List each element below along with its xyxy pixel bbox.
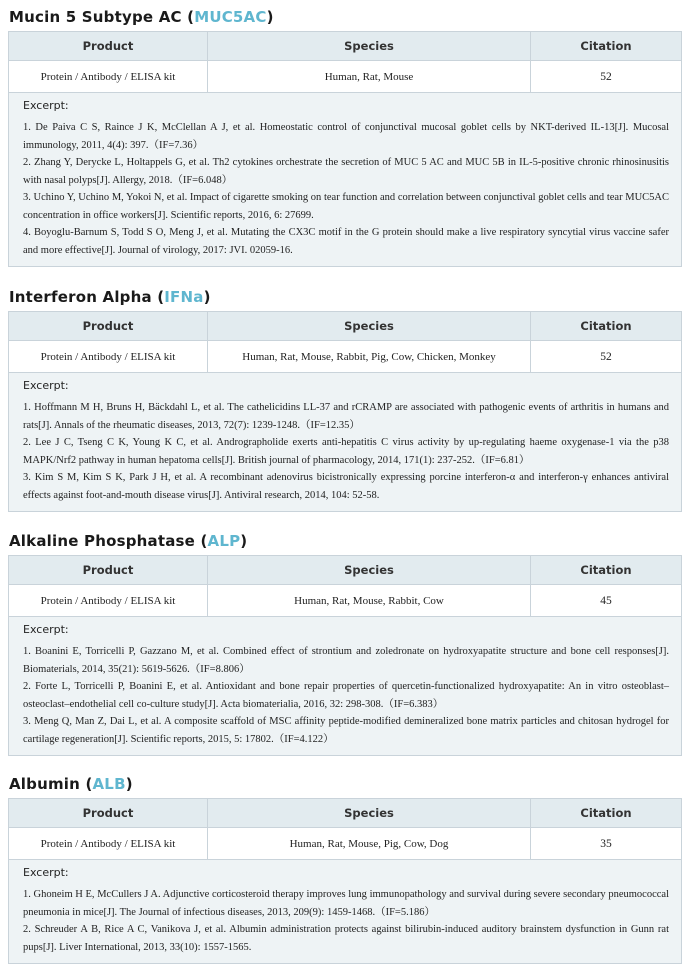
- table-header: [9, 32, 681, 61]
- section-abbreviation: MUC5AC: [194, 8, 267, 26]
- product-card: [8, 311, 682, 512]
- reference-item: 1. De Paiva C S, Raince J K, McClellan A J, et al. Homeostatic control of conjunctival mucosal goblet cells by NKT-derived IL-13[J]. Mucosal immunology, 2011, 4(4): 397.（IF=7.36）: [23, 122, 669, 151]
- excerpt-label: Excerpt:: [23, 99, 69, 112]
- header-citation: Citation: [580, 563, 632, 577]
- excerpt-label: Excerpt:: [23, 379, 69, 392]
- reference-item: 1. Boanini E, Torricelli P, Gazzano M, et al. Combined effect of strontium and zoledronate on hydroxyapatite structure and bone cell responses[J]. Biomaterials, 2014, 35(21): 5619-5626.（IF=8.806）: [23, 646, 669, 675]
- excerpt-label: Excerpt:: [23, 866, 69, 879]
- header-species: Species: [208, 312, 531, 340]
- reference-item: 4. Boyoglu-Barnum S, Todd S O, Meng J, et al. Mutating the CX3C motif in the G protein should make a live respiratory syncytial virus vaccine safer and more effective[J]. Journal of virology, 2017: JVI. 02059-16.: [23, 227, 669, 256]
- header-product: Product: [9, 799, 208, 827]
- citation-cell: 35: [600, 837, 612, 850]
- reference-item: 1. Ghoneim H E, McCullers J A. Adjunctive corticosteroid therapy improves lung immunopathology and survival during severe secondary pneumococcal pneumonia in mice[J]. The Journal of infectious diseases, 2013, 209(9): 1459-1468.（IF=5.186）: [23, 889, 669, 918]
- header-species: Species: [208, 32, 531, 60]
- species-cell: Human, Rat, Mouse, Pig, Cow, Dog: [208, 828, 531, 859]
- reference-item: 3. Kim S M, Kim S K, Park J H, et al. A recombinant adenovirus bicistronically expressing porcine interferon-α and interferon-γ enhances antiviral effects against foot-and-mouth disease virus[J]. Antiviral research, 2014, 104: 52-58.: [23, 472, 669, 501]
- excerpt-block: [9, 860, 681, 963]
- product-cell: Protein / Antibody / ELISA kit: [9, 61, 208, 92]
- table-row: [9, 585, 681, 617]
- reference-item: 3. Meng Q, Man Z, Dai L, et al. A composite scaffold of MSC affinity peptide-modified demineralized bone matrix particles and chitosan hydrogel for cartilage regeneration[J]. Scientific reports, 2015, 5: 17802.（IF=4.122）: [23, 716, 669, 745]
- reference-item: 2. Lee J C, Tseng C K, Young K C, et al. Andrographolide exerts anti-hepatitis C virus activity by up-regulating haeme oxygenase-1 via the p38 MAPK/Nrf2 pathway in human hepatoma cells[J]. British journal of pharmacology, 2014, 171(1): 237-252.（IF=6.81）: [23, 437, 669, 466]
- product-card: [8, 798, 682, 964]
- header-product: Product: [9, 312, 208, 340]
- reference-item: 2. Zhang Y, Derycke L, Holtappels G, et al. Th2 cytokines orchestrate the secretion of MUC 5 AC and MUC 5B in IL-5-positive chronic rhinosinusitis with nasal polyps[J]. Allergy, 2018.（IF=6.048）: [23, 157, 669, 186]
- excerpt-label: Excerpt:: [23, 623, 69, 636]
- section-abbreviation: IFNa: [164, 288, 204, 306]
- table-header: [9, 312, 681, 341]
- table-row: [9, 61, 681, 93]
- product-cell: Protein / Antibody / ELISA kit: [9, 585, 208, 616]
- section-title: Alkaline Phosphatase (ALP): [9, 532, 248, 550]
- product-card: [8, 31, 682, 267]
- header-product: Product: [9, 32, 208, 60]
- header-citation: Citation: [580, 319, 632, 333]
- reference-item: 3. Uchino Y, Uchino M, Yokoi N, et al. Impact of cigarette smoking on tear function and correlation between conjunctival goblet cells and tear MUC5AC concentration in office workers[J]. Scientific reports, 2016, 6: 27699.: [23, 192, 669, 221]
- product-card: [8, 555, 682, 756]
- header-species: Species: [208, 556, 531, 584]
- citation-cell: 45: [600, 594, 612, 607]
- table-row: [9, 828, 681, 860]
- header-species: Species: [208, 799, 531, 827]
- header-product: Product: [9, 556, 208, 584]
- excerpt-block: [9, 373, 681, 511]
- species-cell: Human, Rat, Mouse, Rabbit, Cow: [208, 585, 531, 616]
- section-abbreviation: ALB: [92, 775, 126, 793]
- citation-cell: 52: [600, 350, 612, 363]
- species-cell: Human, Rat, Mouse, Rabbit, Pig, Cow, Chicken, Monkey: [208, 341, 531, 372]
- excerpt-block: [9, 617, 681, 755]
- table-row: [9, 341, 681, 373]
- product-cell: Protein / Antibody / ELISA kit: [9, 341, 208, 372]
- header-citation: Citation: [580, 39, 632, 53]
- section-title: Mucin 5 Subtype AC (MUC5AC): [9, 8, 274, 26]
- header-citation: Citation: [580, 806, 632, 820]
- table-header: [9, 556, 681, 585]
- section-title: Albumin (ALB): [9, 775, 133, 793]
- excerpt-block: [9, 93, 681, 266]
- table-header: [9, 799, 681, 828]
- section-title: Interferon Alpha (IFNa): [9, 288, 211, 306]
- section-abbreviation: ALP: [207, 532, 241, 550]
- citation-cell: 52: [600, 70, 612, 83]
- reference-item: 2. Schreuder A B, Rice A C, Vanikova J, et al. Albumin administration protects against bilirubin-induced auditory brainstem dysfunction in Gunn rat pups[J]. Liver International, 2013, 33(10): 1557-1565.: [23, 924, 669, 953]
- reference-item: 1. Hoffmann M H, Bruns H, Bäckdahl L, et al. The cathelicidins LL-37 and rCRAMP are associated with pathogenic events of arthritis in humans and rats[J]. Annals of the rheumatic diseases, 2013, 72(7): 1239-1248.（IF=12.35）: [23, 402, 669, 431]
- product-cell: Protein / Antibody / ELISA kit: [9, 828, 208, 859]
- species-cell: Human, Rat, Mouse: [208, 61, 531, 92]
- reference-item: 2. Forte L, Torricelli P, Boanini E, et al. Antioxidant and bone repair properties of quercetin-functionalized hydroxyapatite: An in vitro osteoblast–osteoclast–endothelial cell co-culture study[J]. Acta biomaterialia, 2016, 32: 298-308.（IF=6.383）: [23, 681, 669, 710]
